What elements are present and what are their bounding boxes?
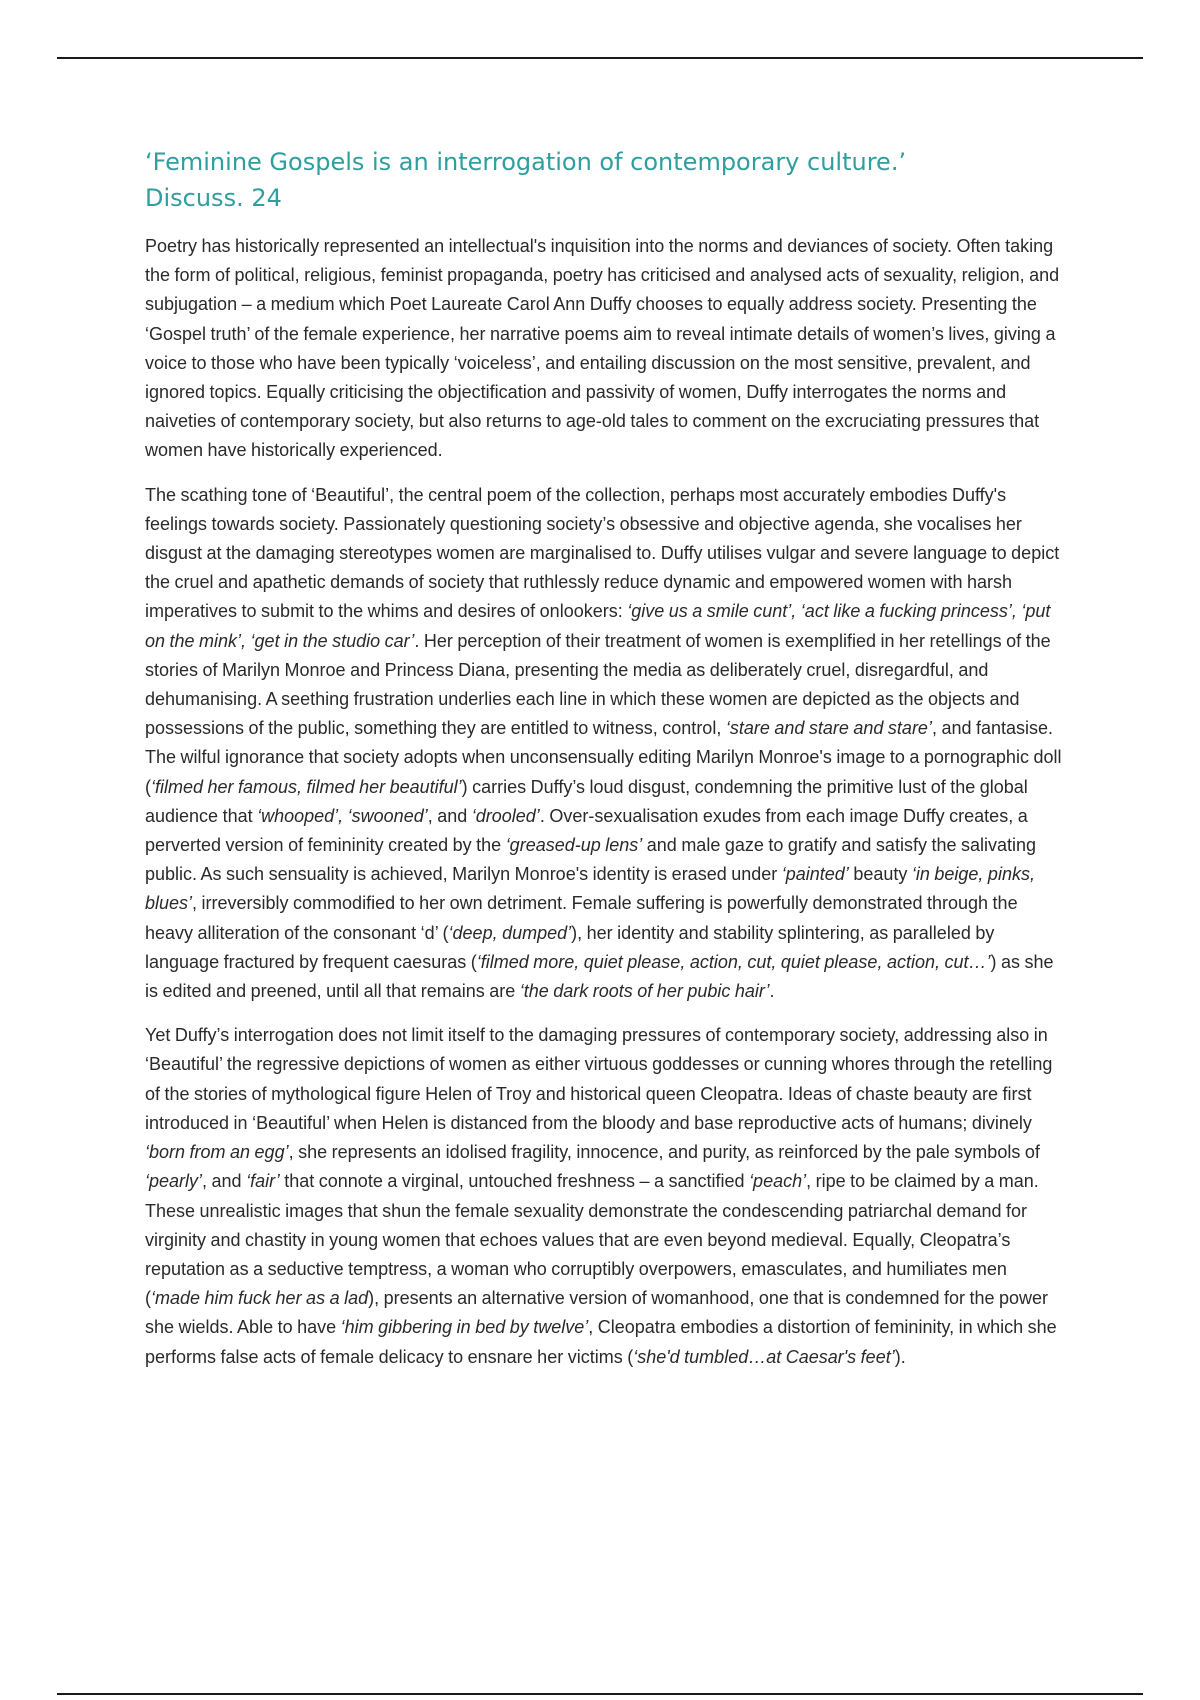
essay-paragraph-2 [145,481,1065,1007]
text-run: , she represents an idolised fragility, innocence, and purity, as reinforced by the pale symbols of [288,1142,1040,1163]
essay-title [145,144,1065,216]
document-body [145,144,1065,1387]
quotation: ‘she'd tumbled…at Caesar's feet’ [633,1346,895,1367]
text-run: ). [894,1346,906,1367]
text-run: . [769,981,775,1002]
quotation: ‘deep, dumped’ [448,922,572,943]
text-run: and male gaze to gratify and satisfy the salivating public. As such sensuality is achieved, Marilyn Monroe's identity is erased under [145,835,1037,885]
essay-paragraph-3 [145,1021,1065,1371]
text-run: . Over-sexualisation exudes from each image Duffy creates, a perverted version of femininity created by the [145,805,1028,856]
quotation: ‘drooled’ [471,805,540,826]
text-run: ), presents an alternative version of womanhood, one that is condemned for the power she wields. Able to have [145,1288,1049,1338]
quotation: ‘the dark roots of her pubic hair’ [519,981,770,1002]
quotation: ‘filmed her famous, filmed her beautiful’ [151,776,462,797]
footer-rule [57,1693,1143,1695]
text-run: , Cleopatra embodies a distortion of femininity, in which she performs false acts of female delicacy to ensnare her victims ( [145,1317,1057,1367]
quotation: ‘painted’ [781,864,849,885]
text-run: , irreversibly commodified to her own detriment. Female suffering is powerfully demonstrated through the heavy alliteration of the consonant ‘d’ ( [145,893,1018,943]
text-run: ), her identity and stability splintering, as paralleled by language fractured by frequent caesuras ( [145,922,995,972]
text-run: , and fantasise. The wilful ignorance that society adopts when unconsensually editing Marilyn Monroe's image to a pornographic doll ( [145,718,1062,797]
text-run: , ripe to be claimed by a man. These unrealistic images that shun the female sexuality demonstrate the condescending patriarchal demand for virginity and chastity in young women that echoes values that are even beyond medieval. Equally, Cleopatra’s reputation as a seductive temptress, a woman who corruptibly overpowers, emasculates, and humiliates men ( [145,1171,1039,1309]
quotation: ‘peach’ [749,1171,807,1192]
quotation: ‘pearly’ [145,1171,203,1192]
text-run: . Her perception of their treatment of women is exemplified in her retellings of the stories of Marilyn Monroe and Princess Diana, presenting the media as deliberately cruel, disregardful, and dehumanising. A seething frustration underlies each line in which these women are depicted as the objects and possessions of the public, something they are entitled to witness, control, [145,630,1051,739]
essay-paragraphs [145,232,1065,1372]
quotation: ‘him gibbering in bed by twelve’ [340,1317,589,1338]
quotation: ‘fair’ [246,1171,280,1192]
quotation: ‘give us a smile cunt’, ‘act like a fucking princess’, ‘put on the mink’, ‘get in the studio car’ [145,601,1051,651]
text-run: , and [427,805,472,826]
quotation: ‘filmed more, quiet please, action, cut, quiet please, action, cut…’ [476,951,991,972]
text-run: Poetry has historically represented an intellectual's inquisition into the norms and deviances of society. Often taking the form of political, religious, feminist propaganda, poetry has criticised and analysed acts of sexuality, religion, and subjugation – a medium which Poet Laureate Carol Ann Duffy chooses to equally address society. Presenting the ‘Gospel truth’ of the female experience, her narrative poems aim to reveal intimate details of women’s lives, giving a voice to those who have been typically ‘voiceless’, and entailing discussion on the most sensitive, prevalent, and ignored topics. Equally criticising the objectification and passivity of women, Duffy interrogates the norms and naiveties of contemporary society, but also returns to age-old tales to comment on the excruciating pressures that women have historically experienced. [145,236,1060,461]
quotation: ‘stare and stare and stare’ [725,718,932,739]
essay-title-line-2: Discuss. 24 [145,184,282,212]
quotation: ‘whooped’, ‘swooned’ [257,805,428,826]
text-run: ) carries Duffy’s loud disgust, condemning the primitive lust of the global audience that [145,776,1028,826]
text-run: beauty [848,864,912,885]
text-run: Yet Duffy’s interrogation does not limit itself to the damaging pressures of contemporary society, addressing also in ‘Beautiful’ the regressive depictions of women as either virtuous goddesses or cunning whores through the retelling of the stories of mythological figure Helen of Troy and historical queen Cleopatra. Ideas of chaste beauty are first introduced in ‘Beautiful’ when Helen is distanced from the bloody and base reproductive acts of humans; divinely [145,1025,1053,1133]
text-run: The scathing tone of ‘Beautiful’, the central poem of the collection, perhaps most accurately embodies Duffy's feelings towards society. Passionately questioning society’s obsessive and objective agenda, she vocalises her disgust at the damaging stereotypes women are marginalised to. Duffy utilises vulgar and severe language to depict the cruel and apathetic demands of society that ruthlessly reduce dynamic and empowered women with harsh imperatives to submit to the whims and desires of onlookers: [145,484,1060,622]
essay-paragraph-1 [145,232,1065,466]
text-run: that connote a virginal, untouched freshness – a sanctified [279,1171,750,1192]
essay-title-line-1: ‘Feminine Gospels is an interrogation of contemporary culture.’ [145,148,907,176]
quotation: ‘born from an egg’ [145,1142,289,1163]
quotation: ‘greased-up lens’ [505,835,643,856]
quotation: ‘in beige, pinks, blues’ [145,864,1035,914]
quotation: ‘made him fuck her as a lad [151,1288,369,1309]
header-rule [57,57,1143,59]
text-run: , and [202,1171,247,1192]
text-run: ) as she is edited and preened, until all that remains are [145,951,1054,1002]
